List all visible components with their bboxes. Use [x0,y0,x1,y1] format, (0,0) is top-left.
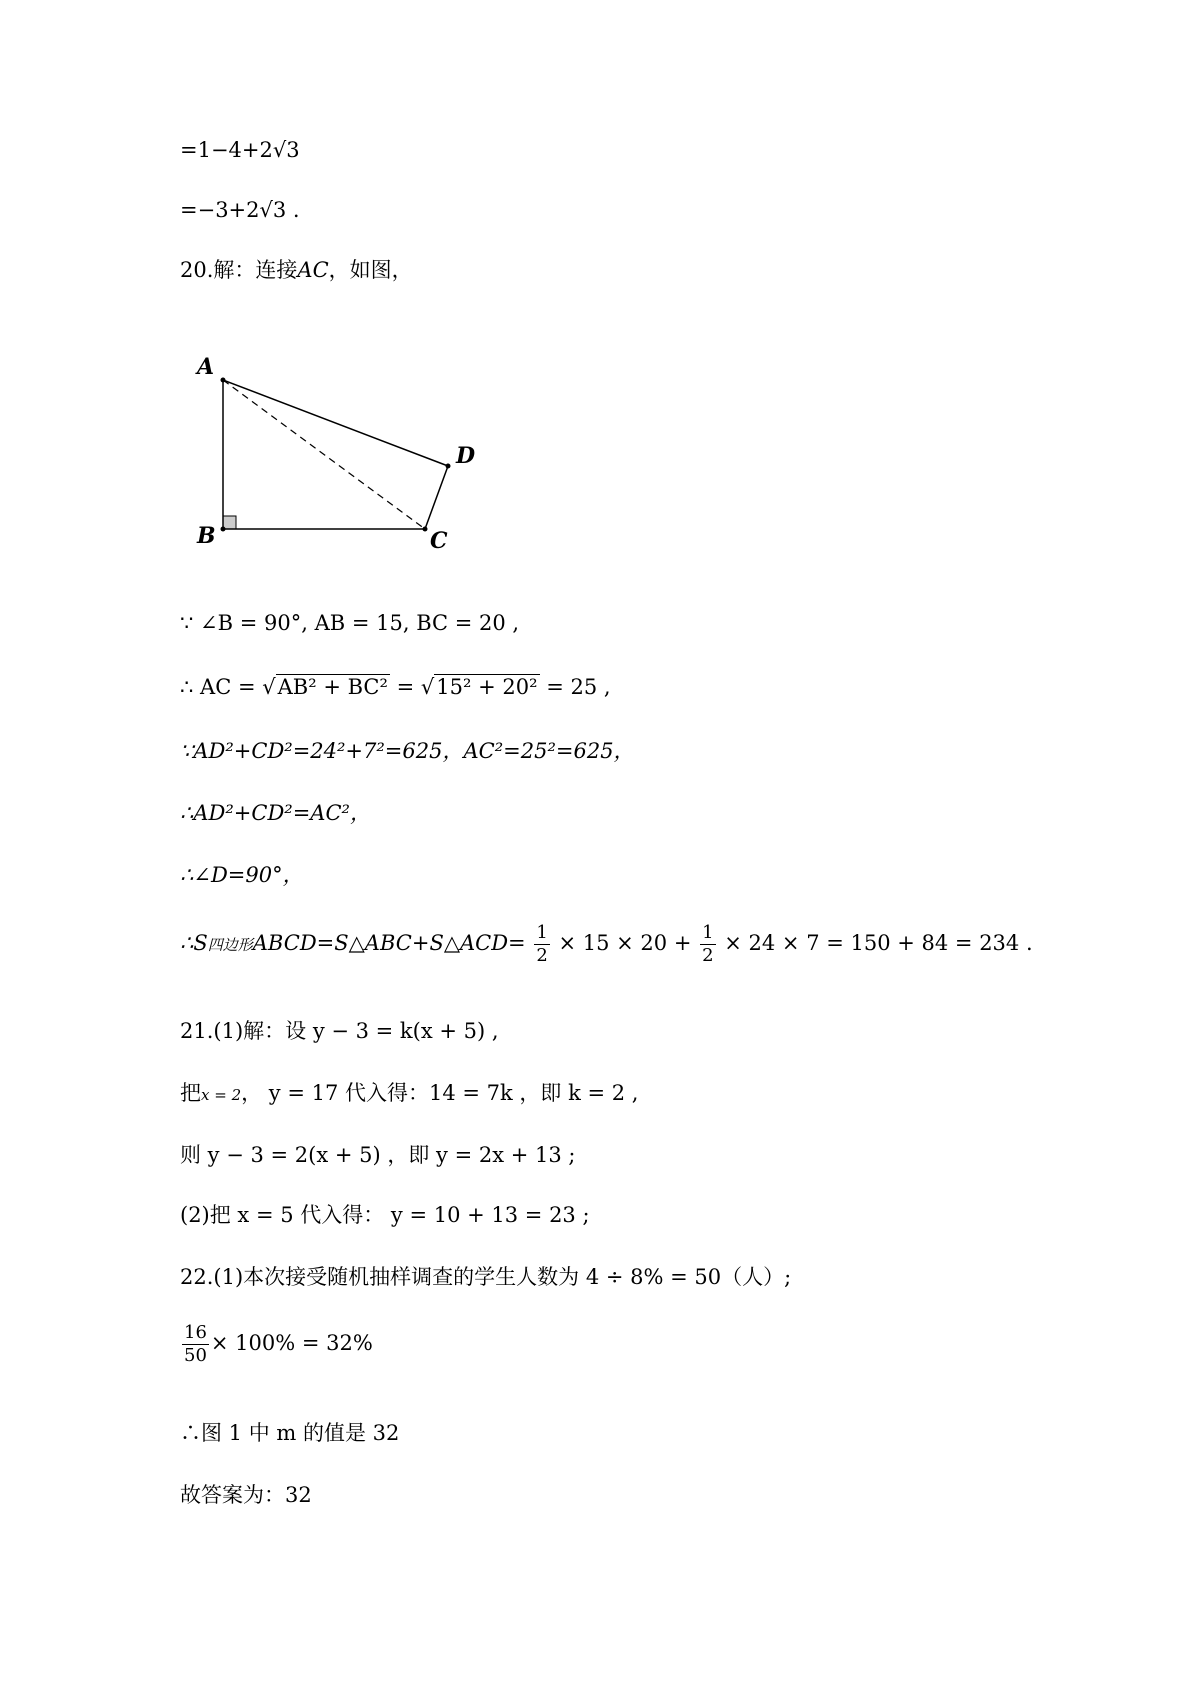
label-d: D [456,443,476,469]
equal-squares-text: ∴AD²+CD²=AC²， [180,801,371,825]
q21-line-4 [180,1200,590,1230]
q20-ac: AC [297,258,329,282]
frac1-den: 2 [536,945,548,966]
frac3-num: 16 [184,1322,207,1343]
q21-2c: ， y = 17 代入得：14 = 7k ，即 k = 2 , [241,1081,639,1105]
frac3-den: 50 [184,1345,207,1366]
point-d [446,464,451,469]
point-b [221,527,226,532]
area-s: ∴S [180,931,208,955]
quadrilateral-figure [185,350,485,560]
q21-line-1 [180,1016,499,1046]
q22-text-2: × 100% = 32% [210,1331,373,1355]
area-b: × 24 × 7 = 150 + 84 = 234 . [724,931,1033,955]
area-mid: ABCD=S△ABC+S△ACD= [252,931,526,955]
point-a [221,378,226,383]
q22-line-3 [180,1418,399,1448]
q22-line-1 [180,1262,791,1292]
area-line [180,922,1033,967]
q21-text-1: 21.(1)解：设 y − 3 = k(x + 5) , [180,1019,499,1043]
q21-line-2 [180,1078,638,1110]
angle-d-text: ∴∠D=90°， [180,863,304,887]
sum-squares-text: ∵AD²+CD²=24²+7²=625，AC²=25²=625， [180,739,635,763]
fraction-half-2 [700,922,715,967]
equal-squares-line [180,798,371,828]
q22-line-2 [180,1322,373,1367]
ac-right: = 25 , [546,675,611,699]
sqrt-1: √AB² + BC² [262,675,388,699]
q21-line-3 [180,1140,575,1170]
given-text: ∵ ∠B = 90°, AB = 15, BC = 20 , [180,611,520,635]
ac-left: ∴ AC = [180,675,256,699]
q21-2a: 把 [180,1081,201,1105]
q22-text-4: 故答案为：32 [180,1483,312,1507]
radicand-1: AB² + BC² [277,675,388,699]
step-line-1 [180,135,300,165]
q22-line-4 [180,1480,312,1510]
label-a: A [197,354,215,380]
segment-cd [425,466,448,529]
ac-eq: = [396,675,415,699]
expression-2: =−3+2√3 . [180,198,300,222]
q22-text-3: ∴图 1 中 m 的值是 32 [180,1421,400,1445]
q20-head-text: 20.解：连接 [180,258,298,282]
fraction-half-1 [534,922,549,967]
label-b: B [197,523,216,549]
label-c: C [430,528,448,554]
frac2-num: 1 [702,922,714,943]
fraction-16-50 [182,1322,209,1367]
area-subscript: 四边形 [207,936,253,954]
ac-line [180,672,611,702]
frac1-num: 1 [536,922,548,943]
right-angle-marker [223,516,236,529]
point-c [423,527,428,532]
q20-tail: ，如图， [328,258,413,282]
q22-text-1: 22.(1)本次接受随机抽样调查的学生人数为 4 ÷ 8% = 50（人）; [180,1265,792,1289]
q20-heading [180,255,413,285]
q21-2b: x = 2 [201,1086,242,1104]
step-line-2 [180,195,300,225]
segment-ac-dashed [223,380,425,529]
segment-ad [223,380,448,466]
given-line [180,608,519,638]
expression-1: =1−4+2√3 [180,138,300,162]
q21-text-4: (2)把 x = 5 代入得： y = 10 + 13 = 23 ; [180,1203,590,1227]
q21-text-3: 则 y − 3 = 2(x + 5) ，即 y = 2x + 13 ; [180,1143,576,1167]
sqrt-2: √15² + 20² [420,675,538,699]
angle-d-line [180,860,304,890]
radicand-2: 15² + 20² [436,675,538,699]
frac2-den: 2 [702,945,714,966]
area-a: × 15 × 20 + [558,931,692,955]
sum-squares-line [180,736,635,766]
